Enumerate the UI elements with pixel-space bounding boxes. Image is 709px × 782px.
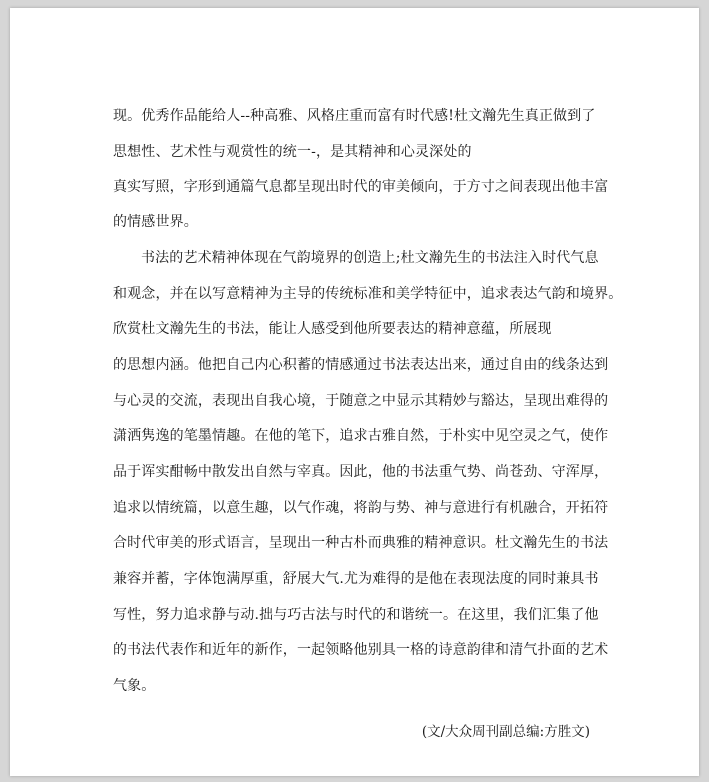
text-line-11: 品于诨实酣畅中散发出自然与宰真。因此，他的书法重气势、尚苍劲、守浑厚，: [113, 464, 609, 480]
text-line-6: 和观念，并在以写意精神为主导的传统标准和美学特征中，追求表达气韵和境界。: [113, 286, 623, 302]
text-line-12: 追求以情统篇，以意生趣，以气作魂，将韵与势、神与意进行有机融合，开拓符: [113, 500, 609, 516]
author-byline: (文/大众周刊副总编:方胜文): [421, 724, 590, 740]
text-line-1: 现。优秀作品能给人--种高雅、风格庄重而富有时代感!杜文瀚先生真正做到了: [113, 108, 596, 124]
text-line-10: 潇洒隽逸的笔墨情趣。在他的笔下，追求古雅自然，于朴实中见空灵之气，使作: [113, 428, 609, 444]
text-line-4: 的情感世界。: [113, 214, 198, 230]
text-line-13: 合时代审美的形式语言，呈现出一种古朴而典雅的精神意识。杜文瀚先生的书法: [113, 535, 609, 551]
text-line-14: 兼容并蓄，字体饱满厚重，舒展大气.尤为难得的是他在表现法度的同时兼具书: [113, 571, 599, 587]
text-line-17: 气象。: [113, 678, 156, 694]
document-page: [10, 8, 699, 776]
text-line-2: 思想性、艺术性与观赏性的统一-，是其精神和心灵深处的: [113, 144, 472, 160]
text-line-7: 欣赏杜文瀚先生的书法，能让人感受到他所要表达的精神意蕴，所展现: [113, 321, 552, 337]
text-line-5: 书法的艺术精神体现在气韵境界的创造上;杜文瀚先生的书法注入时代气息: [141, 250, 599, 266]
text-line-9: 与心灵的交流，表现出自我心境，于随意之中显示其精妙与豁达，呈现出难得的: [113, 393, 609, 409]
text-line-16: 的书法代表作和近年的新作，一起领略他别具一格的诗意韵律和清气扑面的艺术: [113, 642, 609, 658]
text-line-15: 写性，努力追求静与动.拙与巧古法与时代的和谐统一。在这里，我们汇集了他: [113, 607, 599, 623]
text-line-8: 的思想内涵。他把自己内心积蓄的情感通过书法表达出来，通过自由的线条达到: [113, 357, 609, 373]
text-line-3: 真实写照，字形到通篇气息都呈现出时代的审美倾向，于方寸之间表现出他丰富: [113, 179, 609, 195]
